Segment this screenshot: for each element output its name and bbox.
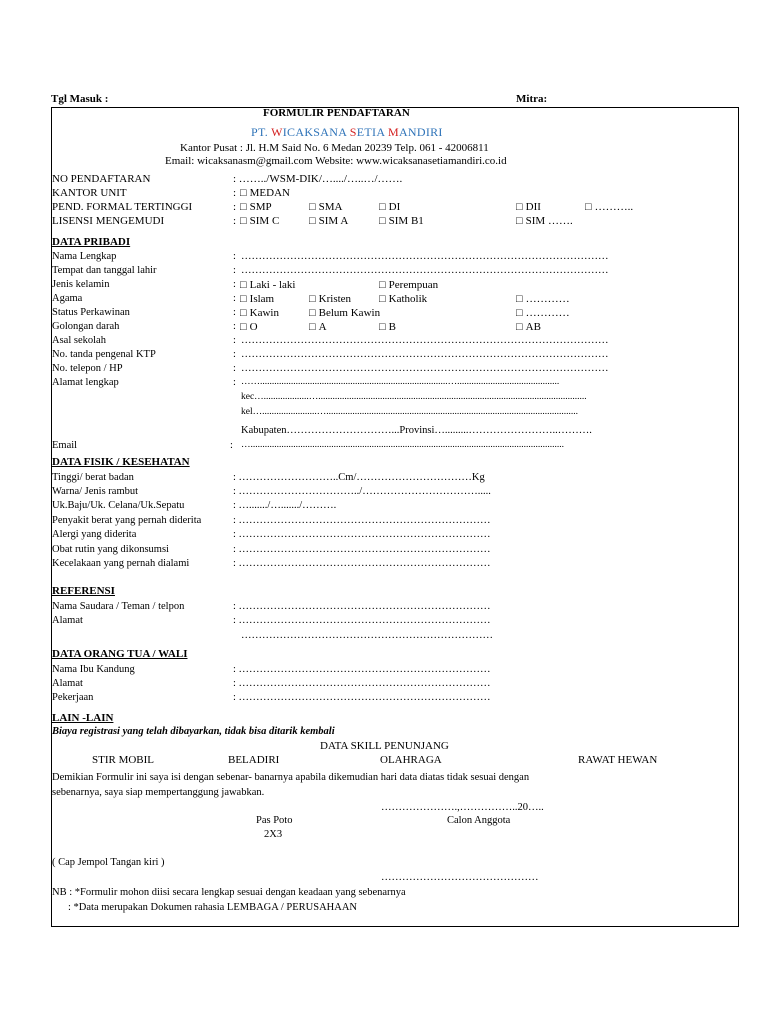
ktp-field[interactable]: …………………………………………………………………………………………… — [241, 349, 609, 360]
ortu-alamat-field[interactable]: : ……………………………………………………………… — [233, 678, 491, 689]
pend-checkbox-di[interactable]: □ DI — [379, 201, 400, 213]
sim-checkbox-other[interactable]: □ SIM ……. — [516, 215, 573, 227]
nb-note-2: : *Data merupakan Dokumen rahasia LEMBAGA / PERUSAHAAN — [68, 902, 357, 913]
warna-rambut-field[interactable]: : ……………………………../……………………………..... — [233, 486, 491, 497]
place-date-field[interactable]: ………………….,……………..20….. — [381, 802, 544, 813]
alamat-label: Alamat lengkap — [52, 377, 119, 388]
sim-checkbox-c[interactable]: □ SIM C — [240, 215, 279, 227]
company-contact: Email: wicaksanasm@gmail.com Website: www.wicaksanasetiamandiri.co.id — [165, 155, 507, 167]
penyakit-field[interactable]: : ……………………………………………………………… — [233, 515, 491, 526]
referensi-alamat-field-2[interactable]: ……………………………………………………………… — [241, 630, 493, 641]
tinggi-berat-label: Tinggi/ berat badan — [52, 472, 134, 483]
nama-lengkap-colon: : — [233, 251, 236, 262]
kecelakaan-label: Kecelakaan yang pernah dialami — [52, 558, 190, 569]
nb-note-1: NB : *Formulir mohon diisi secara lengkap sesuai dengan keadaan yang sebenarnya — [52, 887, 406, 898]
pekerjaan-field[interactable]: : ……………………………………………………………… — [233, 692, 491, 703]
pend-checkbox-sma[interactable]: □ SMA — [309, 201, 343, 213]
data-ortu-heading: DATA ORANG TUA / WALI — [52, 648, 188, 660]
mitra-label: Mitra: — [516, 93, 548, 105]
kecelakaan-field[interactable]: : ……………………………………………………………… — [233, 558, 491, 569]
pas-poto-label: Pas Poto — [256, 815, 293, 826]
ttl-field[interactable]: …………………………………………………………………………………………… — [241, 265, 609, 276]
nama-lengkap-label: Nama Lengkap — [52, 251, 117, 262]
obat-label: Obat rutin yang dikonsumsi — [52, 544, 169, 555]
skill-title: DATA SKILL PENUNJANG — [320, 740, 449, 752]
golda-checkbox-ab[interactable]: □ AB — [516, 321, 541, 333]
jk-checkbox-perempuan[interactable]: □ Perempuan — [379, 279, 438, 291]
statement-line-2: sebenarnya, saya siap mempertanggung jawabkan. — [52, 787, 265, 798]
ibu-kandung-field[interactable]: : ……………………………………………………………… — [233, 664, 491, 675]
agama-label: Agama — [52, 293, 83, 304]
kecamatan-field[interactable]: kec…...................…................................................................................................................. — [241, 392, 587, 402]
obat-field[interactable]: : ……………………………………………………………… — [233, 544, 491, 555]
form-title: FORMULIR PENDAFTARAN — [263, 107, 410, 119]
tgl-masuk-label: Tgl Masuk : — [51, 93, 109, 105]
golda-checkbox-o[interactable]: □ O — [240, 321, 258, 333]
skill-olahraga: OLAHRAGA — [380, 754, 442, 766]
skill-rawat-hewan: RAWAT HEWAN — [578, 754, 658, 766]
kantor-unit-label: KANTOR UNIT — [52, 187, 127, 199]
golongan-darah-colon: : — [233, 321, 236, 332]
pekerjaan-label: Pekerjaan — [52, 692, 94, 703]
golongan-darah-label: Golongan darah — [52, 321, 120, 332]
status-perkawinan-colon: : — [233, 307, 236, 318]
ktp-label: No. tanda pengenal KTP — [52, 349, 156, 360]
pend-checkbox-other[interactable]: □ ……….. — [585, 201, 633, 213]
golda-checkbox-b[interactable]: □ B — [379, 321, 396, 333]
ttl-colon: : — [233, 265, 236, 276]
referensi-alamat-label: Alamat — [52, 615, 83, 626]
company-name: PT. WICAKSANA SETIA MANDIRI — [251, 125, 443, 139]
kabupaten-provinsi-field[interactable]: Kabupaten…………………………...Provinsi….........……………………..………. — [241, 425, 592, 436]
alamat-field[interactable]: ……...............................................................................…........................................... — [241, 377, 560, 387]
skill-stir-mobil: STIR MOBIL — [92, 754, 155, 766]
skill-beladiri: BELADIRI — [228, 754, 280, 766]
pend-formal-colon: : — [233, 201, 237, 213]
registration-note: Biaya registrasi yang telah dibayarkan, tidak bisa ditarik kembali — [52, 726, 335, 737]
company-address: Kantor Pusat : Jl. H.M Said No. 6 Medan 20239 Telp. 061 - 42006811 — [180, 142, 489, 154]
kelurahan-field[interactable]: kel….......................….......................................................................................................... — [241, 407, 578, 417]
cap-jempol-label: ( Cap Jempol Tangan kiri ) — [52, 857, 165, 868]
status-checkbox-kawin[interactable]: □ Kawin — [240, 307, 279, 319]
jenis-kelamin-label: Jenis kelamin — [52, 279, 110, 290]
status-checkbox-belum-kawin[interactable]: □ Belum Kawin — [309, 307, 380, 319]
lisensi-colon: : — [233, 215, 237, 227]
pend-checkbox-dii[interactable]: □ DII — [516, 201, 541, 213]
pend-checkbox-smp[interactable]: □ SMP — [240, 201, 272, 213]
sim-checkbox-a[interactable]: □ SIM A — [309, 215, 348, 227]
tinggi-berat-field[interactable]: : ………………………..Cm/……………………………Kg — [233, 472, 485, 483]
referensi-alamat-field[interactable]: : ……………………………………………………………… — [233, 615, 491, 626]
alamat-colon: : — [233, 377, 236, 388]
kantor-unit-colon: : — [233, 187, 237, 199]
ktp-colon: : — [233, 349, 236, 360]
kantor-unit-checkbox-medan[interactable]: □ MEDAN — [240, 187, 290, 199]
no-pendaftaran-field[interactable]: : ……../WSM-DIK/…..../…..…/……. — [233, 173, 403, 185]
agama-checkbox-islam[interactable]: □ Islam — [240, 293, 274, 305]
referensi-nama-label: Nama Saudara / Teman / telpon — [52, 601, 185, 612]
telepon-field[interactable]: …………………………………………………………………………………………… — [241, 363, 609, 374]
referensi-nama-field[interactable]: : ……………………………………………………………… — [233, 601, 491, 612]
asal-sekolah-label: Asal sekolah — [52, 335, 106, 346]
calon-anggota-label: Calon Anggota — [447, 815, 511, 826]
jk-checkbox-laki[interactable]: □ Laki - laki — [240, 279, 295, 291]
email-colon: : — [230, 440, 233, 451]
no-pendaftaran-label: NO PENDAFTARAN — [52, 173, 151, 185]
lisensi-label: LISENSI MENGEMUDI — [52, 215, 165, 227]
photo-size-label: 2X3 — [264, 829, 283, 840]
lain-lain-heading: LAIN -LAIN — [52, 712, 114, 724]
nama-lengkap-field[interactable]: …………………………………………………………………………………………… — [241, 251, 609, 262]
ttl-label: Tempat dan tanggal lahir — [52, 265, 157, 276]
statement-line-1: Demikian Formulir ini saya isi dengan sebenar- banarnya apabila dikemudian hari data diatas tidak sesuai dengan — [52, 772, 530, 783]
sim-checkbox-b1[interactable]: □ SIM B1 — [379, 215, 424, 227]
referensi-heading: REFERENSI — [52, 585, 115, 597]
data-pribadi-heading: DATA PRIBADI — [52, 236, 131, 248]
warna-rambut-label: Warna/ Jenis rambut — [52, 486, 139, 497]
agama-checkbox-kristen[interactable]: □ Kristen — [309, 293, 351, 305]
penyakit-label: Penyakit berat yang pernah diderita — [52, 515, 202, 526]
agama-checkbox-katholik[interactable]: □ Katholik — [379, 293, 427, 305]
status-checkbox-other[interactable]: □ ………… — [516, 307, 570, 319]
asal-sekolah-field[interactable]: …………………………………………………………………………………………… — [241, 335, 609, 346]
alergi-label: Alergi yang diderita — [52, 529, 137, 540]
telepon-colon: : — [233, 363, 236, 374]
ukuran-label: Uk.Baju/Uk. Celana/Uk.Sepatu — [52, 500, 185, 511]
ukuran-field[interactable]: : …......./…......./………. — [233, 500, 337, 511]
jenis-kelamin-colon: : — [233, 279, 236, 290]
ibu-kandung-label: Nama Ibu Kandung — [52, 664, 135, 675]
pend-formal-label: PEND. FORMAL TERTINGGI — [52, 201, 193, 213]
alergi-field[interactable]: : ……………………………………………………………… — [233, 529, 491, 540]
golda-checkbox-a[interactable]: □ A — [309, 321, 327, 333]
agama-colon: : — [233, 293, 236, 304]
email-label: Email — [52, 440, 78, 451]
email-field[interactable]: ….................................................................................................................................... — [241, 440, 564, 450]
telepon-label: No. telepon / HP — [52, 363, 123, 374]
data-fisik-heading: DATA FISIK / KESEHATAN — [52, 456, 190, 468]
ortu-alamat-label: Alamat — [52, 678, 83, 689]
status-perkawinan-label: Status Perkawinan — [52, 307, 130, 318]
signature-line[interactable]: ……………………………………… — [381, 872, 539, 883]
agama-checkbox-other[interactable]: □ ………… — [516, 293, 570, 305]
asal-sekolah-colon: : — [233, 335, 236, 346]
